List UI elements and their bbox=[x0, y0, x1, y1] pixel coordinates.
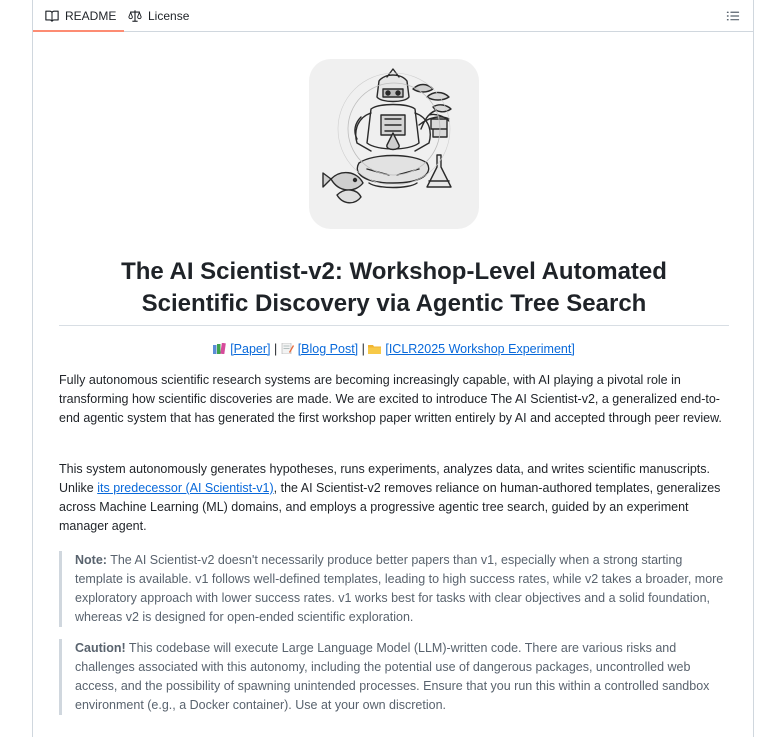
memo-emoji-icon bbox=[281, 343, 294, 354]
readme-panel bbox=[32, 0, 754, 737]
readme-title-line-1: The AI Scientist-v2: Workshop-Level Automated bbox=[121, 258, 667, 285]
resource-links bbox=[59, 340, 729, 358]
caution-label: Caution! bbox=[75, 641, 126, 655]
link-separator: | bbox=[270, 342, 281, 356]
note-text: The AI Scientist-v2 doesn't necessarily produce better papers than v1, especially when a strong starting template is available. v1 follows well-defined templates, leading to high success rates, while v2 takes a broader, more exploratory approach with lower success rates. v1 works best for tasks with clear objectives and a solid foundation, whereas v2 is designed for open-ended scientific exploration. bbox=[75, 553, 724, 624]
link-separator: | bbox=[358, 342, 369, 356]
tab-license[interactable] bbox=[128, 0, 189, 31]
readme-tab-bar bbox=[33, 0, 753, 32]
caution-text: This codebase will execute Large Language Model (LLM)-written code. There are various risks and challenges associated with this autonomy, including the potential use of dangerous packages, uncontrolled web access, and the possibility of spawning unintended processes. Ensure that you run this within a controlled sandbox environment (e.g., a Docker container). Use at your own discretion. bbox=[75, 641, 710, 712]
note-blockquote bbox=[59, 551, 729, 627]
note-label: Note: bbox=[75, 553, 107, 567]
folder-emoji-icon bbox=[368, 343, 381, 354]
predecessor-link[interactable]: its predecessor (AI Scientist-v1) bbox=[97, 481, 274, 495]
books-emoji-icon bbox=[213, 343, 226, 354]
book-icon bbox=[45, 9, 59, 23]
outline-button[interactable] bbox=[723, 6, 743, 26]
scale-icon bbox=[128, 9, 142, 23]
tab-readme-label: README bbox=[65, 8, 117, 23]
description-text-start: This system autonomously generates hypotheses, runs experiments, analyzes data, and writes scientific manuscripts. Unlike bbox=[59, 462, 711, 495]
robot-scientist-illustration bbox=[309, 59, 479, 229]
tab-readme[interactable] bbox=[45, 0, 116, 31]
caution-blockquote bbox=[59, 639, 729, 715]
intro-paragraph: Fully autonomous scientific research systems are becoming increasingly capable, with AI playing a pivotal role in transforming how scientific discoveries are made. We are excited to introduce The AI Scientist-v2, a generalized end-to-end agentic system that has generated the first workshop paper written entirely by AI and accepted through peer review. bbox=[59, 373, 722, 425]
readme-title-line-2: Scientific Discovery via Agentic Tree Search bbox=[141, 290, 647, 317]
paper-link[interactable]: [Paper] bbox=[230, 342, 271, 356]
readme-title bbox=[59, 256, 729, 320]
description-text-end: , the AI Scientist-v2 removes reliance on human-authored templates, generalizes across Machine Learning (ML) domains, and employs a progressive agentic tree search, guided by an experiment manager agent. bbox=[59, 481, 721, 533]
title-divider bbox=[59, 325, 729, 326]
tab-license-label: License bbox=[148, 8, 190, 23]
workshop-experiment-link[interactable]: [ICLR2025 Workshop Experiment] bbox=[385, 342, 575, 356]
blog-post-link[interactable]: [Blog Post] bbox=[297, 342, 359, 356]
list-icon bbox=[726, 9, 740, 23]
project-logo bbox=[309, 59, 479, 229]
description-paragraph bbox=[59, 460, 729, 536]
